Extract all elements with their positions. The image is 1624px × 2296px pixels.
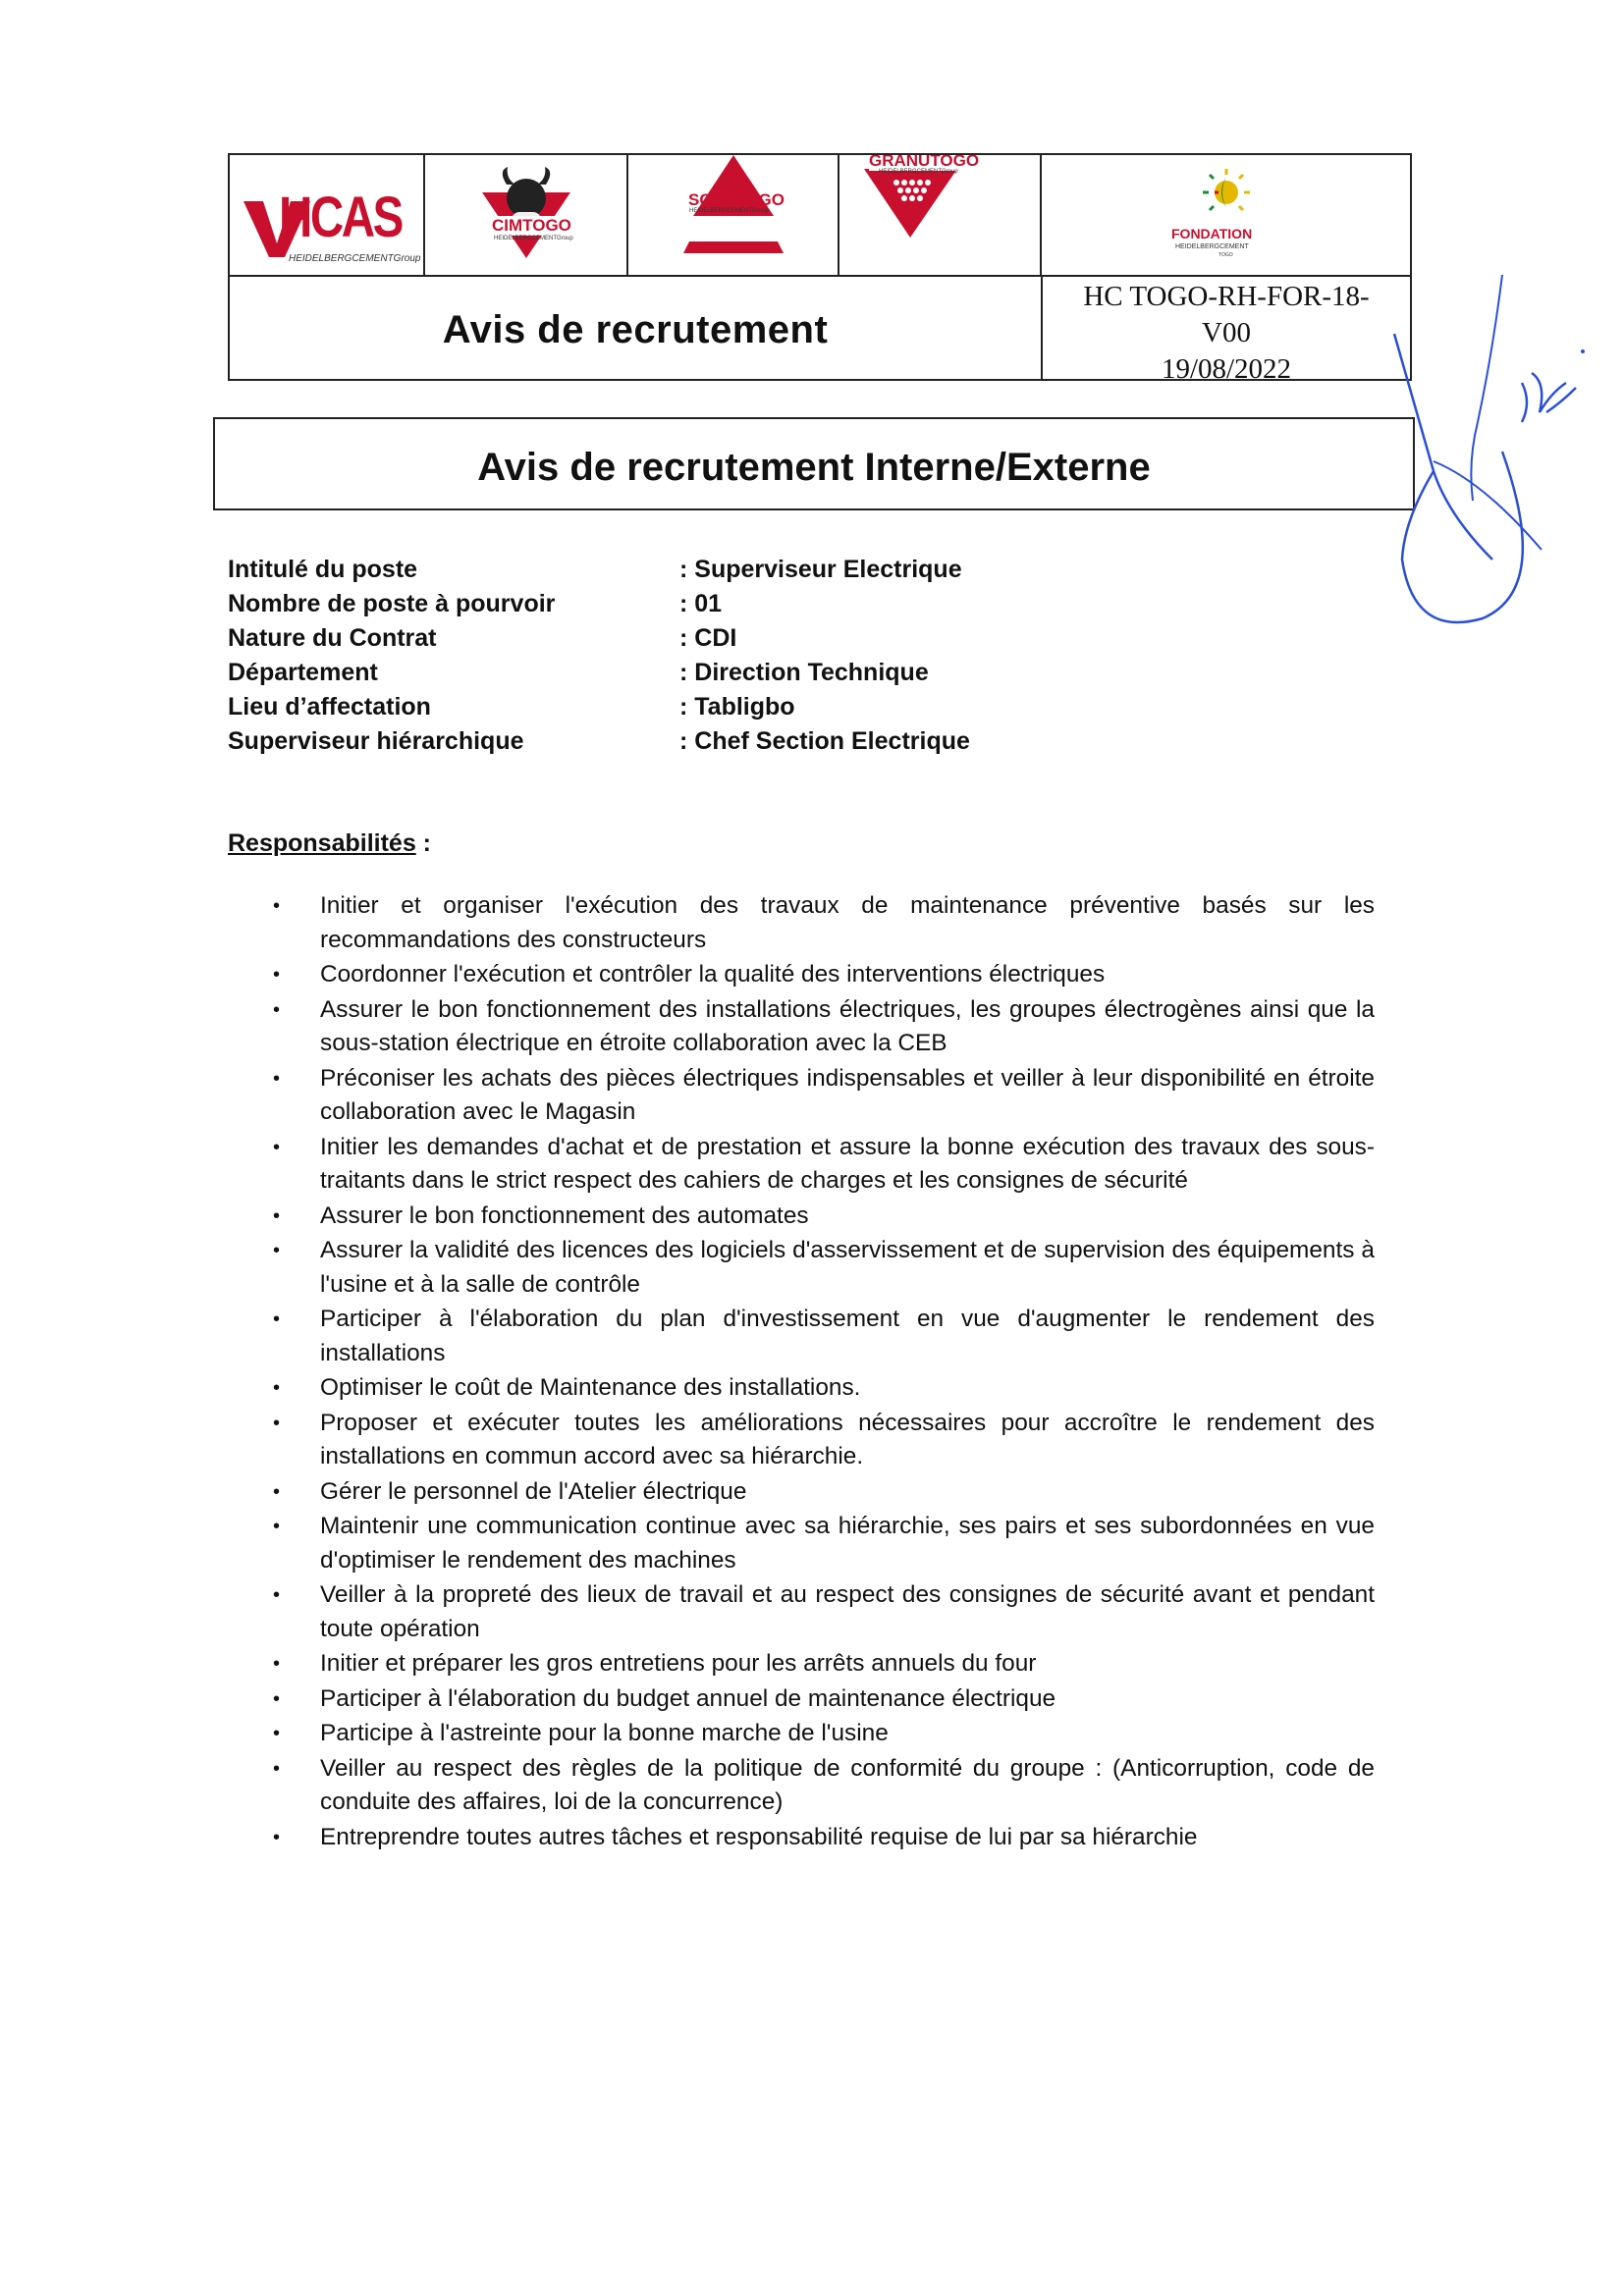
responsibility-text: Participe à l'astreinte pour la bonne marche de l'usine — [320, 1720, 889, 1746]
responsibility-item — [273, 1821, 1375, 1855]
responsibility-item — [273, 1752, 1375, 1820]
location-value: : Tabligbo — [679, 693, 795, 721]
responsibility-text: Gérer le personnel de l'Atelier électrique — [320, 1477, 747, 1505]
reference-date: 19/08/2022 — [1161, 353, 1292, 385]
bullet-icon: • — [273, 964, 281, 986]
job-title-label: Intitulé du poste — [228, 556, 418, 583]
responsibility-item — [273, 1371, 1375, 1406]
logo-hcas — [230, 155, 425, 275]
bull-triangle-icon — [425, 155, 628, 275]
hcas-wordmark: HCAS — [279, 186, 402, 249]
document-reference — [1043, 275, 1410, 385]
responsibility-item — [273, 889, 1375, 957]
fondation-wordmark: FONDATION — [1171, 226, 1253, 241]
handwritten-signature — [1375, 265, 1610, 638]
bullet-icon: • — [273, 1516, 281, 1537]
responsibility-text: Participer à l'élaboration du plan d'investissement en vue d'augmenter le rendement des installations — [320, 1306, 1375, 1366]
positions-count-value: : 01 — [679, 590, 723, 617]
department-label: Département — [228, 659, 378, 686]
responsibility-item — [273, 993, 1375, 1061]
responsibility-item — [273, 1510, 1375, 1577]
responsibility-text: Assurer la validité des licences des logiciels d'asservissement et de supervision des équipements à l'usine et à la salle de contrôle — [320, 1237, 1375, 1298]
bullet-icon: • — [273, 998, 281, 1021]
responsibilities-heading — [228, 829, 431, 858]
header-title-cell — [230, 275, 1043, 379]
logo-scantogo — [628, 155, 839, 275]
fondation-country-label: TOGO — [1218, 252, 1233, 258]
fondation-group-label: HEIDELBERGCEMENT — [1175, 243, 1249, 250]
responsibility-text: Participer à l'élaboration du budget annuel de maintenance électrique — [320, 1684, 1056, 1712]
responsibility-text: Initier et préparer les gros entretiens pour les arrêts annuels du four — [320, 1650, 1037, 1677]
bullet-icon: • — [273, 895, 281, 917]
responsibilities-list — [273, 889, 1375, 1855]
responsibility-item — [273, 1682, 1375, 1717]
responsibility-item — [273, 1131, 1375, 1199]
hcas-group-label: HEIDELBERGCEMENTGroup — [289, 253, 421, 264]
banner-title: Avis de recrutement Interne/Externe — [477, 446, 1151, 489]
supervisor-label: Superviseur hiérarchique — [228, 727, 524, 755]
responsibility-item — [273, 1407, 1375, 1474]
responsibility-item — [273, 1647, 1375, 1682]
responsibility-text: Optimiser le coût de Maintenance des installations. — [320, 1374, 861, 1401]
recruitment-banner — [213, 417, 1415, 510]
responsibility-text: Assurer le bon fonctionnement des installations électriques, les groupes électrogènes ainsi que la sous-station électrique en étroite collaboration avec la CEB — [320, 995, 1375, 1056]
logo-granutogo — [839, 155, 1042, 275]
responsibility-text: Veiller au respect des règles de la politique de conformité du groupe : (Anticorruption, code de conduite des affaires, loi de la concurrence) — [320, 1754, 1375, 1815]
responsibility-text: Veiller à la propreté des lieux de travail et au respect des consignes de sécurité avant et pendant toute opération — [320, 1581, 1375, 1642]
bullet-icon: • — [273, 1204, 281, 1227]
positions-count-label: Nombre de poste à pourvoir — [228, 590, 556, 617]
scantogo-wordmark: SCANTOGO — [688, 190, 785, 209]
bullet-icon: • — [273, 1687, 281, 1710]
scantogo-triangle-icon — [628, 155, 839, 275]
bullet-icon: • — [273, 1757, 281, 1780]
contract-type-value: : CDI — [679, 624, 737, 652]
bullet-icon: • — [273, 1480, 281, 1503]
bullet-icon: • — [273, 1826, 281, 1848]
granutogo-wordmark: GRANUTOGO — [869, 155, 979, 171]
reference-code-line2: V00 — [1202, 317, 1251, 348]
bullet-icon: • — [273, 1136, 281, 1158]
bullet-icon: • — [273, 1584, 281, 1606]
responsibility-item — [273, 1234, 1375, 1302]
responsibility-text: Initier les demandes d'achat et de prestation et assure la bonne exécution des travaux des sous-traitants dans le strict respect des cahiers de charges et les consignes de sécurité — [320, 1133, 1375, 1194]
department-value: : Direction Technique — [679, 659, 929, 686]
responsibility-text: Entreprendre toutes autres tâches et responsabilité requise de lui par sa hiérarchie — [320, 1823, 1198, 1850]
header-table — [228, 153, 1412, 385]
logo-row — [230, 155, 1410, 277]
bullet-icon: • — [273, 1653, 281, 1675]
cimtogo-wordmark: CIMTOGO — [492, 216, 571, 235]
bullet-icon: • — [273, 1067, 281, 1090]
responsibility-item — [273, 1475, 1375, 1510]
responsibility-text: Coordonner l'exécution et contrôler la qualité des interventions électriques — [320, 961, 1106, 988]
supervisor-value: : Chef Section Electrique — [679, 727, 970, 755]
document-title: Avis de recrutement — [442, 307, 829, 351]
job-title-value: : Superviseur Electrique — [679, 556, 962, 583]
granutogo-group-label: HEIDELBERGCEMENTGroup — [879, 169, 958, 175]
responsibility-text: Assurer le bon fonctionnement des automates — [320, 1201, 809, 1229]
cimtogo-group-label: HEIDELBERGCEMENTGroup — [494, 236, 573, 241]
responsibility-item — [273, 958, 1375, 992]
responsibility-item — [273, 1717, 1375, 1751]
logo-fondation — [1042, 155, 1410, 275]
responsibility-item — [273, 1062, 1375, 1130]
responsibility-item — [273, 1578, 1375, 1646]
contract-type-label: Nature du Contrat — [228, 624, 437, 652]
scantogo-group-label: HEIDELBERGCEMENTGroup — [689, 208, 769, 214]
responsibilities-heading-colon: : — [415, 829, 432, 857]
sun-leaf-icon — [1197, 167, 1256, 218]
responsibility-item — [273, 1303, 1375, 1370]
logo-cimtogo — [425, 155, 628, 275]
location-label: Lieu d’affectation — [228, 693, 431, 721]
responsibility-text: Maintenir une communication continue avec sa hiérarchie, ses pairs et ses subordonnées en vue d'optimiser le rendement des machines — [320, 1513, 1375, 1574]
responsibilities-heading-text: Responsabilités — [228, 829, 416, 857]
bullet-icon: • — [273, 1240, 281, 1261]
responsibility-item — [273, 1200, 1375, 1234]
bullet-icon: • — [273, 1377, 281, 1399]
bullet-icon: • — [273, 1723, 281, 1744]
bullet-icon: • — [273, 1308, 281, 1330]
responsibility-text: Préconiser les achats des pièces électriques indispensables et veiller à leur disponibilité en étroite collaboration avec le Magasin — [320, 1064, 1375, 1125]
responsibility-text: Initier et organiser l'exécution des travaux de maintenance préventive basés sur les recommandations des constructeurs — [320, 892, 1375, 953]
reference-code-line1: HC TOGO-RH-FOR-18- — [1083, 281, 1370, 312]
responsibility-text: Proposer et exécuter toutes les améliorations nécessaires pour accroître le rendement des installations en commun accord avec sa hiérarchie. — [320, 1409, 1375, 1469]
bullet-icon: • — [273, 1412, 281, 1434]
